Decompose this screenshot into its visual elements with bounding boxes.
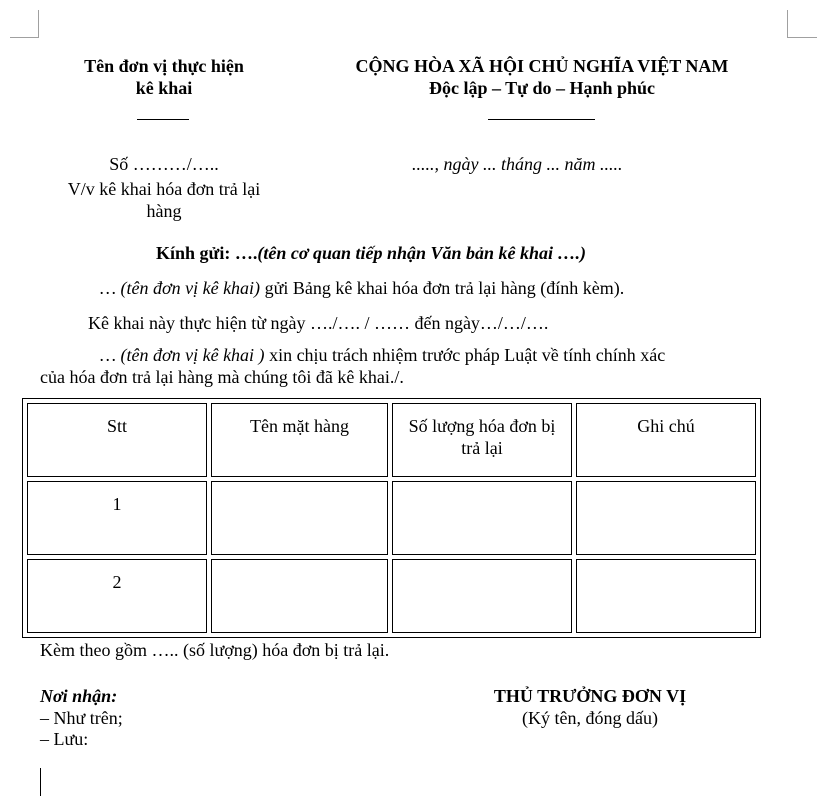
motto: Độc lập – Tự do – Hạnh phúc: [428, 77, 656, 98]
paragraph-3-line1: [40, 345, 820, 367]
row-2-note: [576, 559, 756, 633]
row-2-invoice-count: [392, 559, 572, 633]
crop-mark-top-right-v: [787, 10, 788, 38]
unit-name-line2: kê khai: [135, 77, 193, 98]
signature-title: THỦ TRƯỞNG ĐƠN VỊ: [493, 686, 687, 706]
addressee: [156, 243, 586, 265]
paragraph-3: [40, 345, 820, 388]
signature-block: [440, 686, 740, 729]
text-cursor: [40, 768, 41, 796]
crop-mark-top-left-h: [10, 37, 39, 38]
crop-mark-top-left-v: [38, 10, 39, 38]
document-number: Số ………/…..: [109, 154, 219, 174]
paragraph-1: [100, 278, 624, 300]
recipient-item-2: – Lưu:: [40, 729, 89, 750]
subject-line2: hàng: [146, 200, 182, 221]
header-item-name: Tên mặt hàng: [211, 403, 388, 477]
attachment-line: Kèm theo gồm ….. (số lượng) hóa đơn bị trả lại.: [40, 640, 390, 660]
header-stt: Stt: [27, 403, 207, 477]
unit-underline: [137, 119, 189, 120]
recipients-block: [40, 686, 123, 751]
date-line: ....., ngày ... tháng ... năm .....: [412, 154, 623, 174]
table-row: [27, 559, 756, 633]
nation-title: CỘNG HÒA XÃ HỘI CHỦ NGHĨA VIỆT NAM: [355, 56, 729, 76]
header-note: Ghi chú: [576, 403, 756, 477]
table-row: [27, 481, 756, 555]
row-2-item-name: [211, 559, 388, 633]
motto-underline: [488, 119, 595, 120]
row-2-stt: 2: [27, 559, 207, 633]
recipient-item-1: – Như trên;: [40, 707, 123, 728]
paragraph-1-italic: … (tên đơn vị kê khai): [100, 278, 261, 298]
addressee-prefix: Kính gửi: ….: [156, 243, 258, 263]
recipients-title: Nơi nhận:: [40, 686, 118, 706]
paragraph-3-rest: xin chịu trách nhiệm trước pháp Luật về tính chính xác: [264, 345, 666, 365]
signature-note: (Ký tên, đóng dấu): [522, 707, 658, 728]
row-1-stt: 1: [27, 481, 207, 555]
crop-mark-top-right-h: [787, 37, 817, 38]
paragraph-2: Kê khai này thực hiện từ ngày …./…. / …… đến ngày…/…/….: [88, 313, 549, 333]
paragraph-3-line2: của hóa đơn trả lại hàng mà chúng tôi đã kê khai./.: [40, 366, 404, 387]
row-1-item-name: [211, 481, 388, 555]
national-header: [300, 56, 784, 99]
row-1-invoice-count: [392, 481, 572, 555]
document-subject: [24, 179, 304, 222]
paragraph-3-italic: … (tên đơn vị kê khai ): [100, 345, 265, 365]
addressee-body: (tên cơ quan tiếp nhận Văn bản kê khai ….): [257, 243, 587, 263]
row-1-note: [576, 481, 756, 555]
returned-invoice-table: [22, 398, 761, 638]
subject-line1: V/v kê khai hóa đơn trả lại: [67, 179, 261, 199]
unit-name-line1: Tên đơn vị thực hiện: [84, 56, 244, 76]
table-header-row: [27, 403, 756, 477]
header-invoice-count: Số lượng hóa đơn bị trả lại: [392, 403, 572, 477]
unit-name-header: [40, 56, 288, 99]
paragraph-1-rest: gửi Bảng kê khai hóa đơn trả lại hàng (đính kèm).: [260, 278, 625, 298]
